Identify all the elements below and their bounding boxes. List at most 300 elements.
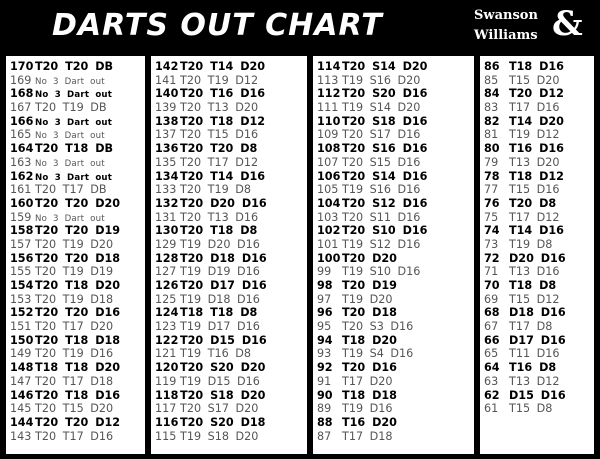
checkout-combination: No 3 Dart out [35,90,113,101]
checkout-combination: T20 T19 D20 [35,237,114,251]
checkout-combination: D20 D16 [509,251,566,265]
table-row [313,334,474,348]
table-row [313,430,474,444]
checkout-combination: T19 S16 D16 [342,183,421,197]
score-value: 76 [484,196,500,210]
score-value: 109 [317,128,339,142]
score-value: 159 [10,210,32,224]
score-value: 149 [10,347,32,361]
table-row [480,170,594,184]
score-value: 103 [317,210,339,224]
table-row [313,306,474,320]
table-row [313,211,474,225]
table-row [313,252,474,266]
score-value: 94 [317,333,333,347]
table-row [480,347,594,361]
checkout-combination: T20 D8 [509,196,557,210]
checkout-combination: T20 S14 D16 [342,169,428,183]
checkout-combination: T17 D8 [509,320,553,334]
table-row [480,279,594,293]
checkout-combination: T19 T16 D8 [180,347,251,361]
checkout-combination: T20 T19 D16 [35,347,114,361]
table-row [480,293,594,307]
checkout-combination: No 3 Dart out [35,76,105,87]
table-row [151,306,307,320]
table-row [6,279,145,293]
checkout-combination: T19 D8 [509,237,553,251]
checkout-combination: D15 D16 [509,388,566,402]
brand-name-line2: Williams [474,28,538,43]
score-value: 93 [317,347,332,361]
score-value: 144 [10,415,34,429]
brand-name-line1: Swanson [474,8,538,23]
score-value: 128 [155,251,179,265]
table-row [313,197,474,211]
checkout-combination: T13 D20 [509,155,560,169]
table-row [151,279,307,293]
table-row [313,128,474,142]
score-value: 147 [10,374,32,388]
score-value: 141 [155,73,177,87]
table-row [480,334,594,348]
score-value: 83 [484,101,499,115]
table-row [151,238,307,252]
checkout-column-4 [480,56,594,454]
checkout-combination: T20 T15 D20 [35,402,114,416]
checkout-combination: T16 D8 [509,361,557,375]
table-row [313,224,474,238]
table-row [6,170,145,184]
checkout-combination: T20 T20 D8 [180,142,258,156]
score-value: 152 [10,306,34,320]
score-value: 73 [484,237,499,251]
checkout-combination: T19 S4 D16 [342,347,414,361]
table-row [6,87,145,101]
score-value: 86 [484,60,500,73]
table-row [313,74,474,88]
score-value: 126 [155,279,179,292]
checkout-combination: T20 S15 D16 [342,155,421,169]
checkout-combination: T20 T17 DB [35,183,107,197]
score-value: 145 [10,402,32,416]
table-row [480,375,594,389]
score-value: 169 [10,73,32,87]
brand-logo [474,6,594,46]
table-row [313,156,474,170]
checkout-combination: T18 D18 [342,388,397,402]
chart-header [0,0,600,52]
score-value: 167 [10,101,32,115]
score-value: 72 [484,251,500,265]
table-row [480,361,594,375]
score-value: 102 [317,224,341,238]
checkout-combination: T19 D20 D16 [180,237,260,251]
table-row [480,156,594,170]
score-value: 112 [317,87,341,101]
table-row [480,197,594,211]
checkout-combination: T20 T20 D12 [35,415,121,429]
table-row [151,320,307,334]
checkout-combination: T17 D18 [342,429,393,443]
table-row [313,375,474,389]
checkout-combination: T20 D20 [342,251,397,265]
score-value: 136 [155,142,179,156]
score-value: 75 [484,210,499,224]
score-value: 61 [484,402,499,416]
table-row [151,211,307,225]
checkout-combination: T18 D16 [509,60,564,73]
table-row [480,87,594,101]
table-row [313,416,474,430]
table-row [6,252,145,266]
table-row [6,361,145,375]
table-row [6,211,145,225]
checkout-combination: T20 T15 D16 [180,128,259,142]
checkout-combination: T20 T18 D18 [35,333,121,347]
table-row [6,347,145,361]
checkout-combination: T15 D12 [509,292,560,306]
score-value: 168 [10,87,34,101]
checkout-combination: T20 T14 D16 [180,169,266,183]
table-row [151,142,307,156]
table-row [313,170,474,184]
score-value: 148 [10,361,34,375]
brand-ampersand: & [552,4,583,44]
table-row [6,197,145,211]
score-value: 140 [155,87,179,101]
checkout-combination: No 3 Dart out [35,131,105,142]
table-row [6,224,145,238]
table-row [151,293,307,307]
table-row [6,375,145,389]
table-row [151,60,307,74]
table-row [6,142,145,156]
score-value: 92 [317,361,333,375]
score-value: 138 [155,114,179,128]
checkout-combination: T20 T18 D20 [35,279,121,292]
score-value: 70 [484,279,500,292]
checkout-combination: T18 T18 D20 [35,361,121,375]
table-row [151,361,307,375]
score-value: 157 [10,237,32,251]
score-value: 84 [484,87,500,101]
score-value: 85 [484,73,499,87]
score-value: 88 [317,415,333,429]
checkout-combination: T20 T20 D16 [35,306,121,320]
score-value: 68 [484,306,500,320]
checkout-combination: T20 T20 D20 [35,196,121,210]
score-value: 96 [317,306,333,320]
score-value: 114 [317,60,341,73]
score-value: 98 [317,279,333,292]
checkout-combination: T19 D15 D16 [180,374,260,388]
score-value: 130 [155,224,179,238]
score-value: 123 [155,320,177,334]
checkout-combination: T17 D16 [509,101,560,115]
checkout-combination: T20 T18 D8 [180,224,258,238]
score-value: 105 [317,183,339,197]
table-row [151,156,307,170]
checkout-combination: T20 T17 D12 [180,155,259,169]
checkout-combination: T20 T19 D12 [180,73,259,87]
checkout-combination: No 3 Dart out [35,117,113,128]
score-value: 104 [317,196,341,210]
checkout-combination: T20 S14 D20 [342,60,428,73]
table-row [480,128,594,142]
score-value: 101 [317,237,339,251]
score-value: 165 [10,128,32,142]
checkout-combination: D18 D16 [509,306,566,320]
checkout-combination: T20 S18 D20 [180,388,266,402]
checkout-combination: T19 D18 D16 [180,292,260,306]
checkout-combination: T20 S20 D18 [180,415,266,429]
score-value: 77 [484,183,499,197]
score-value: 120 [155,361,179,375]
table-row [313,265,474,279]
checkout-combination: T16 D20 [342,415,397,429]
score-value: 62 [484,388,500,402]
score-value: 133 [155,183,177,197]
checkout-combination: T20 T19 D18 [35,292,114,306]
table-row [480,115,594,129]
score-value: 155 [10,265,32,279]
table-row [480,389,594,403]
score-value: 163 [10,155,32,169]
checkout-combination: T11 D16 [509,347,560,361]
table-row [313,60,474,74]
score-value: 158 [10,224,34,238]
table-row [151,128,307,142]
checkout-combination: T20 S17 D20 [180,402,259,416]
table-row [313,115,474,129]
table-row [151,170,307,184]
checkout-combination: T20 D15 D16 [180,333,267,347]
table-row [151,224,307,238]
score-value: 166 [10,114,34,128]
table-row [151,197,307,211]
checkout-combination: T20 T18 D12 [180,114,266,128]
checkout-combination: T20 T19 D8 [180,183,251,197]
checkout-table [0,52,600,459]
checkout-combination: T20 S3 D16 [342,320,414,334]
table-row [480,142,594,156]
table-row [6,74,145,88]
score-value: 129 [155,237,177,251]
table-row [6,265,145,279]
table-row [151,389,307,403]
checkout-combination: T14 D16 [509,224,564,238]
checkout-combination: T20 D20 D16 [180,196,267,210]
page-title: DARTS OUT CHART [52,8,383,43]
table-row [6,416,145,430]
table-row [313,402,474,416]
table-row [480,320,594,334]
score-value: 137 [155,128,177,142]
checkout-combination: T20 T17 D16 [35,429,114,443]
score-value: 156 [10,251,34,265]
table-row [6,60,145,74]
score-value: 161 [10,183,32,197]
table-row [480,252,594,266]
score-value: 115 [155,429,177,443]
score-value: 91 [317,374,332,388]
score-value: 153 [10,292,32,306]
score-value: 97 [317,292,332,306]
table-row [6,306,145,320]
score-value: 111 [317,101,339,115]
table-row [151,402,307,416]
table-row [151,334,307,348]
table-row [313,238,474,252]
score-value: 124 [155,306,179,320]
checkout-combination: T19 D17 D16 [180,320,260,334]
checkout-combination: T20 S11 D16 [342,210,421,224]
table-row [6,115,145,129]
score-value: 125 [155,292,177,306]
checkout-combination: T18 D20 [342,333,397,347]
table-row [151,430,307,444]
score-value: 100 [317,251,341,265]
checkout-combination: No 3 Dart out [35,172,113,183]
table-row [480,60,594,74]
table-row [6,101,145,115]
score-value: 95 [317,320,332,334]
checkout-combination: T19 S16 D20 [342,73,421,87]
table-row [313,347,474,361]
checkout-combination: T15 D8 [509,402,553,416]
table-row [151,265,307,279]
table-row [480,183,594,197]
table-row [313,389,474,403]
checkout-combination: T20 T20 DB [35,60,114,73]
checkout-combination: T20 S20 D20 [180,361,266,375]
table-row [313,142,474,156]
table-row [6,183,145,197]
checkout-combination: T20 T18 D16 [35,388,121,402]
table-row [480,74,594,88]
table-row [151,375,307,389]
table-row [151,87,307,101]
score-value: 80 [484,142,500,156]
score-value: 116 [155,415,179,429]
score-value: 107 [317,155,339,169]
table-row [6,402,145,416]
table-row [480,211,594,225]
score-value: 67 [484,320,499,334]
checkout-combination: T20 S18 D16 [342,114,428,128]
checkout-combination: No 3 Dart out [35,213,105,224]
score-value: 113 [317,73,339,87]
table-row [151,115,307,129]
checkout-combination: T20 T13 D20 [180,101,259,115]
score-value: 78 [484,169,500,183]
checkout-combination: T20 D12 [509,87,564,101]
score-value: 69 [484,292,499,306]
score-value: 146 [10,388,34,402]
checkout-combination: T20 T17 D18 [35,374,114,388]
score-value: 66 [484,333,500,347]
score-value: 90 [317,388,333,402]
score-value: 71 [484,265,499,279]
checkout-combination: T20 T17 D20 [35,320,114,334]
checkout-combination: T20 S12 D16 [342,196,428,210]
table-row [151,101,307,115]
checkout-column-1 [6,56,145,454]
checkout-combination: T20 T18 DB [35,142,114,156]
checkout-combination: T19 S18 D20 [180,429,259,443]
checkout-combination: T20 D16 [342,361,397,375]
score-value: 151 [10,320,32,334]
score-value: 160 [10,196,34,210]
table-row [313,361,474,375]
checkout-combination: T18 T18 D8 [180,306,258,320]
checkout-combination: D17 D16 [509,333,566,347]
checkout-combination: T20 T20 D18 [35,251,121,265]
checkout-combination: T17 D12 [509,210,560,224]
table-row [480,238,594,252]
checkout-combination: T19 D16 [342,402,393,416]
checkout-combination: T18 D8 [509,279,557,292]
checkout-combination: T20 T20 D19 [35,224,121,238]
table-row [151,416,307,430]
score-value: 154 [10,279,34,292]
checkout-combination: T20 D19 [342,279,397,292]
checkout-combination: T19 D19 D16 [180,265,260,279]
checkout-combination: No 3 Dart out [35,158,105,169]
checkout-combination: T20 S20 D16 [342,87,428,101]
score-value: 110 [317,114,341,128]
table-row [480,101,594,115]
checkout-combination: T20 D17 D16 [180,279,267,292]
score-value: 118 [155,388,179,402]
table-row [6,389,145,403]
checkout-combination: T15 D20 [509,73,560,87]
score-value: 64 [484,361,500,375]
table-row [6,128,145,142]
checkout-combination: T19 S10 D16 [342,265,421,279]
score-value: 121 [155,347,177,361]
score-value: 81 [484,128,499,142]
checkout-combination: T20 T19 DB [35,101,107,115]
score-value: 89 [317,402,332,416]
table-row [151,347,307,361]
score-value: 127 [155,265,177,279]
checkout-combination: T20 D18 [342,306,397,320]
checkout-combination: T20 T19 D19 [35,265,114,279]
score-value: 143 [10,429,32,443]
checkout-combination: T20 T16 D16 [180,87,266,101]
score-value: 119 [155,374,177,388]
score-value: 131 [155,210,177,224]
score-value: 150 [10,333,34,347]
checkout-combination: T19 D20 [342,292,393,306]
score-value: 79 [484,155,499,169]
checkout-combination: T17 D20 [342,374,393,388]
score-value: 99 [317,265,332,279]
score-value: 132 [155,196,179,210]
table-row [480,224,594,238]
checkout-combination: T20 S16 D16 [342,142,428,156]
score-value: 82 [484,114,500,128]
checkout-combination: T19 S14 D20 [342,101,421,115]
score-value: 170 [10,60,34,73]
score-value: 65 [484,347,499,361]
table-row [313,183,474,197]
score-value: 87 [317,429,332,443]
score-value: 162 [10,169,34,183]
table-row [151,183,307,197]
table-row [6,293,145,307]
